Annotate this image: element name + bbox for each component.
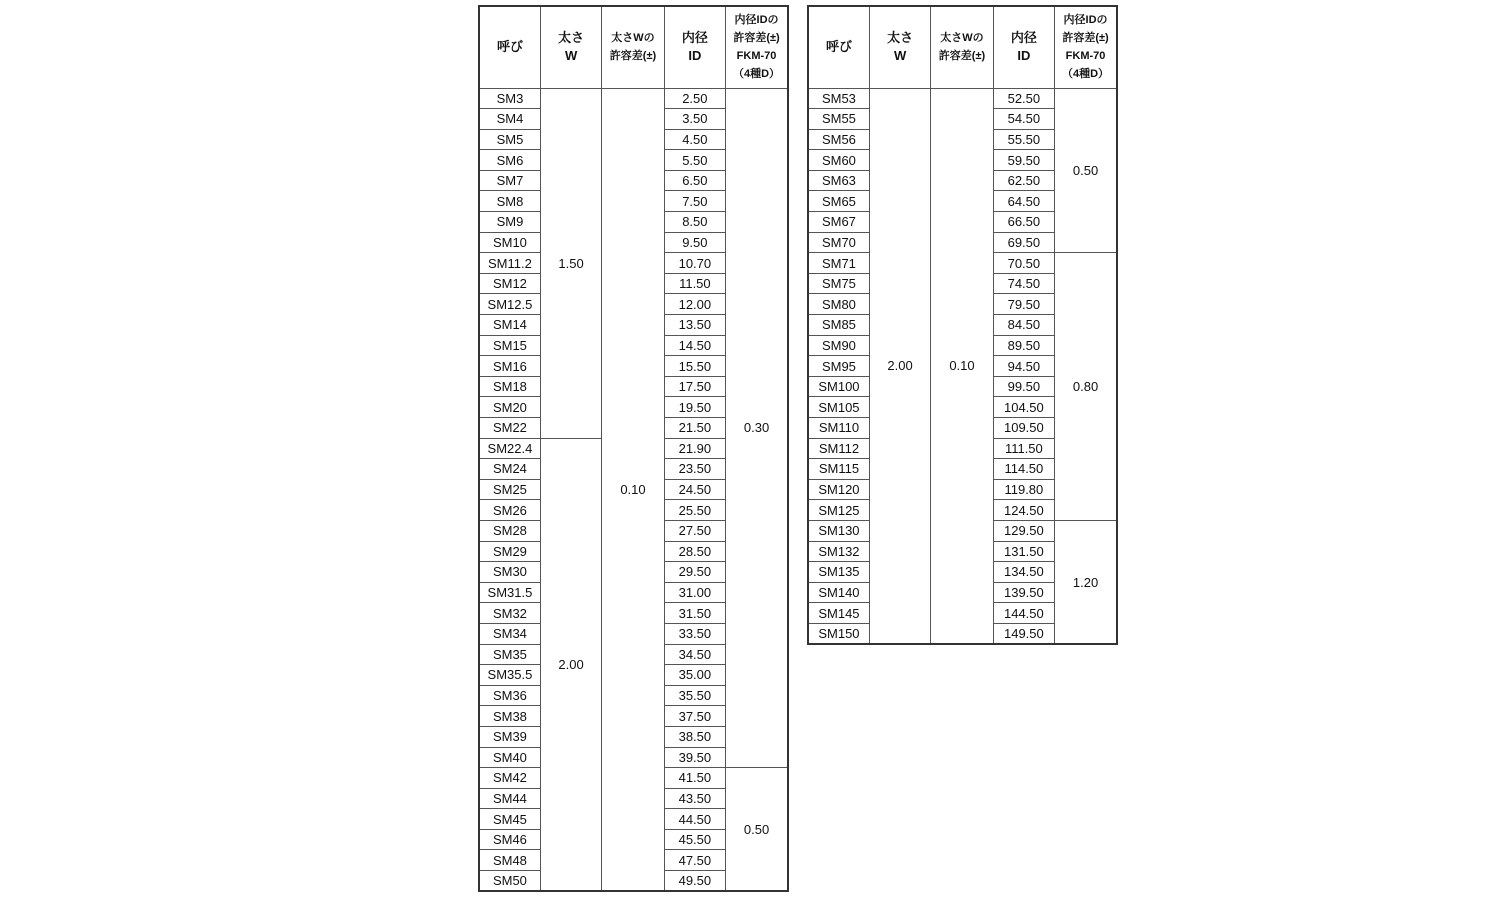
size-name-cell: SM9 [479, 212, 540, 233]
inner-diameter-cell: 38.50 [664, 726, 725, 747]
size-name-cell: SM80 [808, 294, 869, 315]
size-name-cell: SM105 [808, 397, 869, 418]
inner-diameter-cell: 41.50 [664, 768, 725, 789]
inner-diameter-cell: 5.50 [664, 150, 725, 171]
size-name-cell: SM65 [808, 191, 869, 212]
inner-diameter-cell: 11.50 [664, 273, 725, 294]
size-name-cell: SM35 [479, 644, 540, 665]
size-name-cell: SM34 [479, 623, 540, 644]
inner-diameter-cell: 109.50 [993, 418, 1054, 439]
inner-diameter-cell: 131.50 [993, 541, 1054, 562]
inner-diameter-cell: 144.50 [993, 603, 1054, 624]
size-name-cell: SM45 [479, 809, 540, 830]
size-name-cell: SM29 [479, 541, 540, 562]
inner-diameter-cell: 79.50 [993, 294, 1054, 315]
inner-diameter-cell: 70.50 [993, 253, 1054, 274]
size-name-cell: SM35.5 [479, 665, 540, 686]
inner-diameter-cell: 52.50 [993, 88, 1054, 109]
header-name: 呼び [479, 6, 540, 88]
width-cell: 2.00 [540, 438, 601, 891]
inner-diameter-cell: 111.50 [993, 438, 1054, 459]
header-width: 太さ W [869, 6, 930, 88]
size-name-cell: SM120 [808, 479, 869, 500]
size-name-cell: SM48 [479, 850, 540, 871]
inner-diameter-cell: 33.50 [664, 623, 725, 644]
size-name-cell: SM24 [479, 459, 540, 480]
inner-diameter-cell: 17.50 [664, 376, 725, 397]
size-name-cell: SM40 [479, 747, 540, 768]
size-name-cell: SM22.4 [479, 438, 540, 459]
size-name-cell: SM28 [479, 520, 540, 541]
size-name-cell: SM112 [808, 438, 869, 459]
size-name-cell: SM140 [808, 582, 869, 603]
size-name-cell: SM75 [808, 273, 869, 294]
size-name-cell: SM31.5 [479, 582, 540, 603]
inner-diameter-cell: 139.50 [993, 582, 1054, 603]
size-name-cell: SM95 [808, 356, 869, 377]
size-name-cell: SM130 [808, 520, 869, 541]
size-name-cell: SM4 [479, 109, 540, 130]
size-name-cell: SM14 [479, 315, 540, 336]
inner-diameter-cell: 104.50 [993, 397, 1054, 418]
size-name-cell: SM135 [808, 562, 869, 583]
inner-diameter-cell: 54.50 [993, 109, 1054, 130]
inner-diameter-cell: 55.50 [993, 129, 1054, 150]
inner-diameter-cell: 4.50 [664, 129, 725, 150]
inner-diameter-cell: 44.50 [664, 809, 725, 830]
inner-diameter-cell: 124.50 [993, 500, 1054, 521]
size-name-cell: SM6 [479, 150, 540, 171]
inner-diameter-cell: 64.50 [993, 191, 1054, 212]
header-width-tolerance: 太さWの 許容差(±) [931, 6, 993, 88]
id-tolerance-cell: 0.30 [726, 88, 788, 768]
inner-diameter-cell: 99.50 [993, 376, 1054, 397]
size-name-cell: SM110 [808, 418, 869, 439]
size-name-cell: SM10 [479, 232, 540, 253]
inner-diameter-cell: 114.50 [993, 459, 1054, 480]
inner-diameter-cell: 47.50 [664, 850, 725, 871]
size-name-cell: SM125 [808, 500, 869, 521]
size-name-cell: SM150 [808, 623, 869, 644]
header-row [808, 6, 1117, 88]
size-name-cell: SM67 [808, 212, 869, 233]
inner-diameter-cell: 19.50 [664, 397, 725, 418]
size-name-cell: SM44 [479, 788, 540, 809]
inner-diameter-cell: 25.50 [664, 500, 725, 521]
inner-diameter-cell: 29.50 [664, 562, 725, 583]
inner-diameter-cell: 149.50 [993, 623, 1054, 644]
inner-diameter-cell: 31.00 [664, 582, 725, 603]
inner-diameter-cell: 23.50 [664, 459, 725, 480]
inner-diameter-cell: 94.50 [993, 356, 1054, 377]
size-name-cell: SM50 [479, 871, 540, 892]
inner-diameter-cell: 24.50 [664, 479, 725, 500]
size-name-cell: SM5 [479, 129, 540, 150]
size-name-cell: SM60 [808, 150, 869, 171]
size-name-cell: SM56 [808, 129, 869, 150]
size-name-cell: SM39 [479, 726, 540, 747]
inner-diameter-cell: 14.50 [664, 335, 725, 356]
width-tolerance-cell: 0.10 [602, 88, 664, 891]
size-name-cell: SM36 [479, 685, 540, 706]
width-tolerance-cell: 0.10 [931, 88, 993, 644]
id-tolerance-cell: 1.20 [1055, 520, 1117, 644]
header-id-tolerance: 内径IDの 許容差(±) FKM-70 （4種D） [726, 6, 788, 88]
inner-diameter-cell: 8.50 [664, 212, 725, 233]
inner-diameter-cell: 59.50 [993, 150, 1054, 171]
table-row [808, 88, 1117, 109]
inner-diameter-cell: 21.50 [664, 418, 725, 439]
inner-diameter-cell: 39.50 [664, 747, 725, 768]
size-table-right [807, 5, 1118, 645]
inner-diameter-cell: 84.50 [993, 315, 1054, 336]
id-tolerance-cell: 0.50 [1055, 88, 1117, 253]
table-row [479, 88, 788, 109]
size-name-cell: SM15 [479, 335, 540, 356]
size-name-cell: SM3 [479, 88, 540, 109]
header-id-tolerance: 内径IDの 許容差(±) FKM-70 （4種D） [1055, 6, 1117, 88]
inner-diameter-cell: 35.50 [664, 685, 725, 706]
inner-diameter-cell: 66.50 [993, 212, 1054, 233]
inner-diameter-cell: 62.50 [993, 170, 1054, 191]
size-name-cell: SM55 [808, 109, 869, 130]
header-inner-diameter: 内径 ID [664, 6, 725, 88]
size-name-cell: SM32 [479, 603, 540, 624]
inner-diameter-cell: 7.50 [664, 191, 725, 212]
size-name-cell: SM71 [808, 253, 869, 274]
inner-diameter-cell: 6.50 [664, 170, 725, 191]
size-name-cell: SM12 [479, 273, 540, 294]
size-name-cell: SM70 [808, 232, 869, 253]
inner-diameter-cell: 45.50 [664, 829, 725, 850]
header-row [479, 6, 788, 88]
size-name-cell: SM25 [479, 479, 540, 500]
size-name-cell: SM63 [808, 170, 869, 191]
id-tolerance-cell: 0.80 [1055, 253, 1117, 521]
header-inner-diameter: 内径 ID [993, 6, 1054, 88]
inner-diameter-cell: 129.50 [993, 520, 1054, 541]
size-name-cell: SM115 [808, 459, 869, 480]
inner-diameter-cell: 43.50 [664, 788, 725, 809]
size-name-cell: SM90 [808, 335, 869, 356]
width-cell: 2.00 [869, 88, 930, 644]
inner-diameter-cell: 31.50 [664, 603, 725, 624]
size-name-cell: SM145 [808, 603, 869, 624]
id-tolerance-cell: 0.50 [726, 768, 788, 892]
inner-diameter-cell: 35.00 [664, 665, 725, 686]
size-name-cell: SM85 [808, 315, 869, 336]
size-name-cell: SM100 [808, 376, 869, 397]
size-name-cell: SM11.2 [479, 253, 540, 274]
size-name-cell: SM8 [479, 191, 540, 212]
size-name-cell: SM16 [479, 356, 540, 377]
inner-diameter-cell: 28.50 [664, 541, 725, 562]
header-name: 呼び [808, 6, 869, 88]
size-name-cell: SM7 [479, 170, 540, 191]
header-width-tolerance: 太さWの 許容差(±) [602, 6, 664, 88]
inner-diameter-cell: 15.50 [664, 356, 725, 377]
inner-diameter-cell: 119.80 [993, 479, 1054, 500]
size-name-cell: SM18 [479, 376, 540, 397]
size-name-cell: SM12.5 [479, 294, 540, 315]
size-name-cell: SM46 [479, 829, 540, 850]
inner-diameter-cell: 74.50 [993, 273, 1054, 294]
inner-diameter-cell: 2.50 [664, 88, 725, 109]
size-name-cell: SM42 [479, 768, 540, 789]
size-name-cell: SM53 [808, 88, 869, 109]
inner-diameter-cell: 13.50 [664, 315, 725, 336]
inner-diameter-cell: 49.50 [664, 871, 725, 892]
inner-diameter-cell: 12.00 [664, 294, 725, 315]
inner-diameter-cell: 27.50 [664, 520, 725, 541]
size-table-left [478, 5, 789, 892]
inner-diameter-cell: 37.50 [664, 706, 725, 727]
width-cell: 1.50 [540, 88, 601, 438]
inner-diameter-cell: 10.70 [664, 253, 725, 274]
inner-diameter-cell: 34.50 [664, 644, 725, 665]
inner-diameter-cell: 21.90 [664, 438, 725, 459]
inner-diameter-cell: 9.50 [664, 232, 725, 253]
size-name-cell: SM132 [808, 541, 869, 562]
size-name-cell: SM22 [479, 418, 540, 439]
inner-diameter-cell: 89.50 [993, 335, 1054, 356]
size-name-cell: SM30 [479, 562, 540, 583]
size-name-cell: SM26 [479, 500, 540, 521]
inner-diameter-cell: 69.50 [993, 232, 1054, 253]
header-width: 太さ W [540, 6, 601, 88]
size-name-cell: SM20 [479, 397, 540, 418]
inner-diameter-cell: 134.50 [993, 562, 1054, 583]
inner-diameter-cell: 3.50 [664, 109, 725, 130]
size-name-cell: SM38 [479, 706, 540, 727]
